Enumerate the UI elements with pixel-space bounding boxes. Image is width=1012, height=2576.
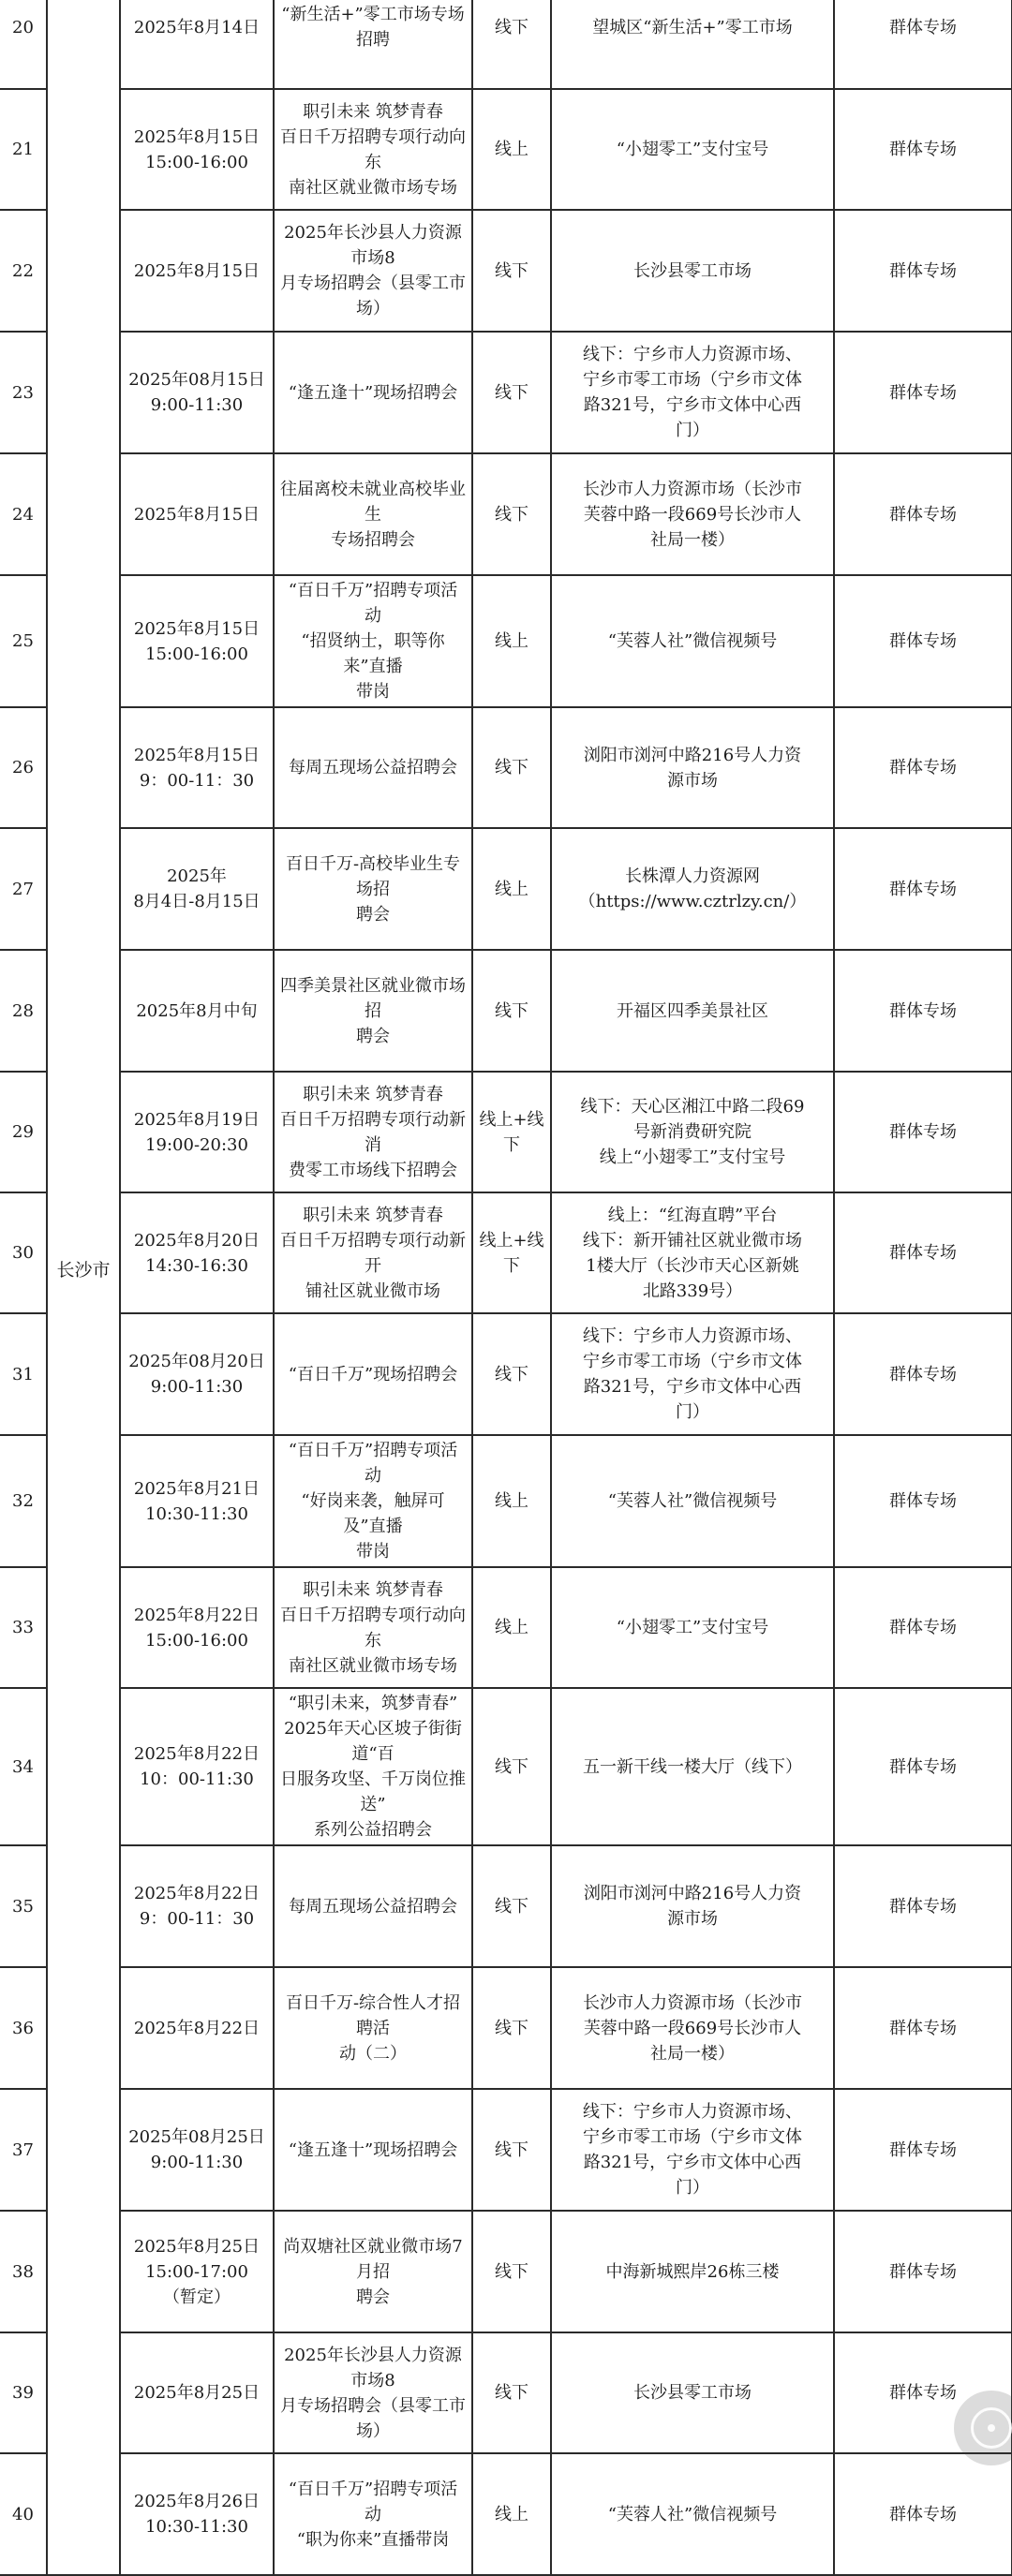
table-row	[0, 1688, 1012, 1845]
row-number: 21	[0, 89, 47, 210]
event-date: 2025年08月25日 9:00-11:30	[120, 2089, 274, 2211]
event-name: “职引未来，筑梦青春” 2025年天心区坡子街街道“百 日服务攻坚、千万岗位推送” 系列公益招聘会	[274, 1688, 472, 1845]
event-location: 长沙市人力资源市场（长沙市 芙蓉中路一段669号长沙市人 社局一楼）	[551, 1967, 834, 2089]
event-name: “逢五逢十”现场招聘会	[274, 2089, 472, 2211]
event-date: 2025年8月15日 9：00-11：30	[120, 707, 274, 828]
event-name: “新生活+”零工市场专场招聘	[274, 0, 472, 89]
event-mode: 线上+线 下	[472, 1072, 551, 1192]
table-row	[0, 2332, 1012, 2453]
row-number: 33	[0, 1567, 47, 1688]
event-mode: 线下	[472, 2211, 551, 2332]
event-date: 2025年8月19日 19:00-20:30	[120, 1072, 274, 1192]
event-mode: 线下	[472, 210, 551, 332]
event-name: 职引未来 筑梦青春 百日千万招聘专项行动向东 南社区就业微市场专场	[274, 89, 472, 210]
scan-icon	[971, 2407, 1012, 2449]
event-name: 2025年长沙县人力资源市场8 月专场招聘会（县零工市 场）	[274, 210, 472, 332]
event-date: 2025年08月15日 9:00-11:30	[120, 332, 274, 453]
row-number: 28	[0, 950, 47, 1072]
row-number: 22	[0, 210, 47, 332]
event-date: 2025年8月20日 14:30-16:30	[120, 1192, 274, 1313]
table-row	[0, 828, 1012, 950]
table-row	[0, 1072, 1012, 1192]
event-mode: 线下	[472, 707, 551, 828]
event-date: 2025年8月中旬	[120, 950, 274, 1072]
event-location: 浏阳市浏河中路216号人力资 源市场	[551, 707, 834, 828]
event-location: 长株潭人力资源网 （https://www.cztrlzy.cn/）	[551, 828, 834, 950]
event-type: 群体专场	[834, 1435, 1012, 1567]
event-date: 2025年8月22日	[120, 1967, 274, 2089]
event-name: 百日千万-综合性人才招聘活 动（二）	[274, 1967, 472, 2089]
event-type: 群体专场	[834, 2211, 1012, 2332]
event-date: 2025年8月26日 10:30-11:30	[120, 2453, 274, 2575]
event-mode: 线下	[472, 2332, 551, 2453]
event-type: 群体专场	[834, 950, 1012, 1072]
event-type: 群体专场	[834, 89, 1012, 210]
event-mode: 线上	[472, 1567, 551, 1688]
event-date: 2025年8月22日 15:00-16:00	[120, 1567, 274, 1688]
row-number: 39	[0, 2332, 47, 2453]
event-date: 2025年08月20日 9:00-11:30	[120, 1313, 274, 1435]
event-type: 群体专场	[834, 707, 1012, 828]
event-type: 群体专场	[834, 1967, 1012, 2089]
event-mode: 线下	[472, 1967, 551, 2089]
row-number: 34	[0, 1688, 47, 1845]
row-number: 30	[0, 1192, 47, 1313]
event-name: 职引未来 筑梦青春 百日千万招聘专项行动向东 南社区就业微市场专场	[274, 1567, 472, 1688]
event-type: 群体专场	[834, 1567, 1012, 1688]
event-name: “逢五逢十”现场招聘会	[274, 332, 472, 453]
event-mode: 线下	[472, 1845, 551, 1967]
row-number: 31	[0, 1313, 47, 1435]
event-location: 长沙县零工市场	[551, 210, 834, 332]
row-number: 25	[0, 575, 47, 707]
event-name: “百日千万”招聘专项活动 “好岗来袭，触屏可及”直播 带岗	[274, 1435, 472, 1567]
table-row	[0, 1567, 1012, 1688]
event-type: 群体专场	[834, 2089, 1012, 2211]
event-mode: 线上	[472, 828, 551, 950]
event-mode: 线上	[472, 575, 551, 707]
table-row	[0, 1192, 1012, 1313]
event-location: 线下：宁乡市人力资源市场、 宁乡市零工市场（宁乡市文体 路321号，宁乡市文体中心西 门）	[551, 1313, 834, 1435]
event-type: 群体专场	[834, 575, 1012, 707]
table-row	[0, 575, 1012, 707]
event-mode: 线下	[472, 1688, 551, 1845]
event-type: 群体专场	[834, 2453, 1012, 2575]
event-mode: 线上	[472, 1435, 551, 1567]
event-name: “百日千万”招聘专项活动 “职为你来”直播带岗	[274, 2453, 472, 2575]
event-mode: 线下	[472, 0, 551, 89]
event-date: 2025年8月14日	[120, 0, 274, 89]
table-row	[0, 2089, 1012, 2211]
event-mode: 线上+线 下	[472, 1192, 551, 1313]
event-name: “百日千万”现场招聘会	[274, 1313, 472, 1435]
event-date: 2025年8月15日	[120, 453, 274, 575]
event-name: 百日千万-高校毕业生专场招 聘会	[274, 828, 472, 950]
event-location: 线上：“红海直聘”平台 线下：新开铺社区就业微市场 1楼大厅（长沙市天心区新姚 北路339号）	[551, 1192, 834, 1313]
event-date: 2025年8月25日 15:00-17:00 （暂定）	[120, 2211, 274, 2332]
row-number: 23	[0, 332, 47, 453]
event-type: 群体专场	[834, 1845, 1012, 1967]
event-location: “小翅零工”支付宝号	[551, 89, 834, 210]
row-number: 38	[0, 2211, 47, 2332]
event-location: 五一新干线一楼大厅（线下）	[551, 1688, 834, 1845]
row-number: 37	[0, 2089, 47, 2211]
table-row	[0, 210, 1012, 332]
event-type: 群体专场	[834, 1688, 1012, 1845]
row-number: 20	[0, 0, 47, 89]
event-name: 往届离校未就业高校毕业生 专场招聘会	[274, 453, 472, 575]
event-location: 中海新城熙岸26栋三楼	[551, 2211, 834, 2332]
event-type: 群体专场	[834, 0, 1012, 89]
event-mode: 线上	[472, 89, 551, 210]
event-name: 四季美景社区就业微市场招 聘会	[274, 950, 472, 1072]
table-row	[0, 950, 1012, 1072]
table-row	[0, 453, 1012, 575]
event-location: 线下：天心区湘江中路二段69 号新消费研究院 线上“小翅零工”支付宝号	[551, 1072, 834, 1192]
event-date: 2025年8月15日 15:00-16:00	[120, 575, 274, 707]
event-date: 2025年8月25日	[120, 2332, 274, 2453]
event-location: “芙蓉人社”微信视频号	[551, 2453, 834, 2575]
table-row	[0, 332, 1012, 453]
event-mode: 线下	[472, 2089, 551, 2211]
event-type: 群体专场	[834, 210, 1012, 332]
row-number: 26	[0, 707, 47, 828]
event-location: “小翅零工”支付宝号	[551, 1567, 834, 1688]
table-row	[0, 2453, 1012, 2575]
row-number: 27	[0, 828, 47, 950]
event-type: 群体专场	[834, 828, 1012, 950]
event-type: 群体专场	[834, 332, 1012, 453]
event-mode: 线下	[472, 950, 551, 1072]
event-name: 每周五现场公益招聘会	[274, 707, 472, 828]
table-row	[0, 1845, 1012, 1967]
row-number: 29	[0, 1072, 47, 1192]
event-mode: 线上	[472, 2453, 551, 2575]
row-number: 40	[0, 2453, 47, 2575]
event-name: 职引未来 筑梦青春 百日千万招聘专项行动新消 费零工市场线下招聘会	[274, 1072, 472, 1192]
row-number: 24	[0, 453, 47, 575]
event-date: 2025年8月21日 10:30-11:30	[120, 1435, 274, 1567]
event-type: 群体专场	[834, 2332, 1012, 2453]
event-date: 2025年8月22日 10：00-11:30	[120, 1688, 274, 1845]
event-date: 2025年8月15日	[120, 210, 274, 332]
event-mode: 线下	[472, 1313, 551, 1435]
row-number: 32	[0, 1435, 47, 1567]
event-mode: 线下	[472, 453, 551, 575]
table-row	[0, 89, 1012, 210]
event-type: 群体专场	[834, 453, 1012, 575]
table-row	[0, 1313, 1012, 1435]
event-date: 2025年 8月4日-8月15日	[120, 828, 274, 950]
event-name: 2025年长沙县人力资源市场8 月专场招聘会（县零工市 场）	[274, 2332, 472, 2453]
event-mode: 线下	[472, 332, 551, 453]
event-type: 群体专场	[834, 1192, 1012, 1313]
event-date: 2025年8月22日 9：00-11：30	[120, 1845, 274, 1967]
event-location: 开福区四季美景社区	[551, 950, 834, 1072]
row-number: 35	[0, 1845, 47, 1967]
event-type: 群体专场	[834, 1072, 1012, 1192]
event-location: 浏阳市浏河中路216号人力资 源市场	[551, 1845, 834, 1967]
table-row	[0, 0, 1012, 89]
event-location: 线下：宁乡市人力资源市场、 宁乡市零工市场（宁乡市文体 路321号，宁乡市文体中心西 门）	[551, 332, 834, 453]
table-row	[0, 707, 1012, 828]
city-cell: 长沙市	[47, 0, 120, 2575]
event-date: 2025年8月15日 15:00-16:00	[120, 89, 274, 210]
event-name: 尚双塘社区就业微市场7月招 聘会	[274, 2211, 472, 2332]
table-row	[0, 1435, 1012, 1567]
event-location: 长沙市人力资源市场（长沙市 芙蓉中路一段669号长沙市人 社局一楼）	[551, 453, 834, 575]
event-type: 群体专场	[834, 1313, 1012, 1435]
event-location: 线下：宁乡市人力资源市场、 宁乡市零工市场（宁乡市文体 路321号，宁乡市文体中心西 门）	[551, 2089, 834, 2211]
row-number: 36	[0, 1967, 47, 2089]
event-name: 每周五现场公益招聘会	[274, 1845, 472, 1967]
event-location: “芙蓉人社”微信视频号	[551, 575, 834, 707]
event-name: “百日千万”招聘专项活动 “招贤纳士，职等你来”直播 带岗	[274, 575, 472, 707]
table-row	[0, 2211, 1012, 2332]
event-location: 望城区“新生活+”零工市场	[551, 0, 834, 89]
table-row	[0, 1967, 1012, 2089]
event-name: 职引未来 筑梦青春 百日千万招聘专项行动新开 铺社区就业微市场	[274, 1192, 472, 1313]
event-location: 长沙县零工市场	[551, 2332, 834, 2453]
event-location: “芙蓉人社”微信视频号	[551, 1435, 834, 1567]
